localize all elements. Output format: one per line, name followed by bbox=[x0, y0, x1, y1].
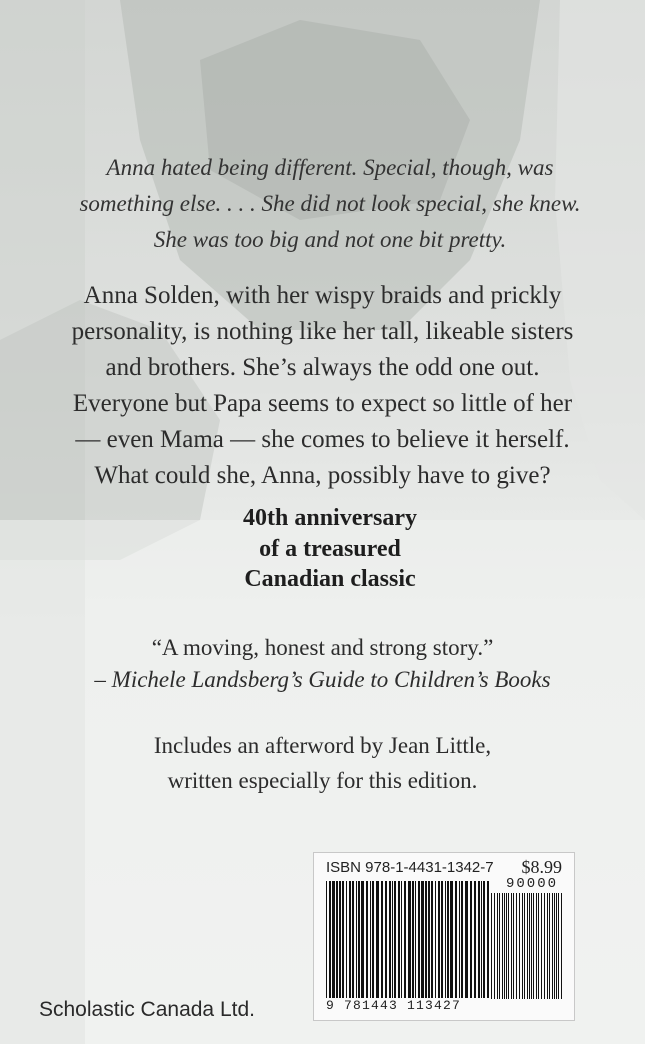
barcode-bar bbox=[356, 881, 357, 999]
barcode-bar bbox=[438, 881, 440, 999]
book-blurb bbox=[40, 278, 605, 494]
barcode-bar bbox=[506, 893, 507, 999]
barcode-bar bbox=[332, 881, 335, 999]
barcode-bar bbox=[435, 881, 436, 999]
barcode-bar bbox=[478, 881, 480, 999]
afterword-line: Includes an afterword by Jean Little, bbox=[153, 733, 492, 758]
review-blurb bbox=[40, 632, 605, 696]
barcode-bar bbox=[527, 893, 528, 999]
isbn-number: ISBN 978-1-4431-1342-7 bbox=[326, 859, 494, 876]
barcode-bar bbox=[502, 893, 503, 999]
price-code: 90000 bbox=[505, 876, 558, 892]
barcode-bar bbox=[524, 893, 525, 999]
barcode-bar bbox=[533, 893, 534, 999]
barcode-bar bbox=[529, 893, 530, 999]
barcode-bar bbox=[470, 881, 472, 999]
tagline-line: 40th anniversary bbox=[243, 505, 417, 531]
barcode-bar bbox=[342, 881, 344, 999]
blurb-line: Everyone but Papa seems to expect so little of her bbox=[72, 390, 573, 417]
publisher-name: Scholastic Canada Ltd. bbox=[39, 998, 255, 1021]
barcode-bar bbox=[499, 893, 500, 999]
barcode-bar bbox=[549, 893, 550, 999]
barcode-bar bbox=[421, 881, 424, 999]
excerpt-line: something else. . . . She did not look special, she knew. bbox=[79, 191, 581, 216]
barcode-bar bbox=[372, 881, 374, 999]
barcode-bar bbox=[381, 881, 383, 999]
tagline-line: of a treasured bbox=[259, 535, 401, 562]
barcode-bar bbox=[552, 893, 553, 999]
barcode-bar bbox=[418, 881, 420, 999]
afterword-note bbox=[40, 728, 605, 798]
barcode-bar bbox=[352, 881, 354, 999]
barcode-bar bbox=[541, 893, 542, 999]
anniversary-tagline bbox=[80, 503, 580, 595]
barcode-bar bbox=[428, 881, 430, 999]
barcode-bar bbox=[522, 893, 523, 999]
barcode-bar bbox=[346, 881, 347, 999]
barcode-bar bbox=[487, 881, 489, 999]
barcode-bar bbox=[404, 881, 406, 999]
barcode-bar bbox=[536, 893, 537, 999]
barcode-bar bbox=[459, 881, 460, 999]
barcode-bar bbox=[425, 881, 427, 999]
excerpt-quote bbox=[70, 150, 590, 258]
barcode-bar bbox=[481, 881, 482, 999]
barcode-bar bbox=[538, 893, 539, 999]
review-attribution: – Michele Landsberg’s Guide to Children’s Books bbox=[94, 667, 551, 692]
barcode-bar bbox=[519, 893, 520, 999]
barcode-bar bbox=[326, 881, 327, 999]
barcode-bar bbox=[389, 881, 391, 999]
barcode-bar bbox=[329, 881, 331, 999]
barcode-bar bbox=[392, 881, 393, 999]
barcode-bar bbox=[504, 893, 505, 999]
afterword-line: written especially for this edition. bbox=[167, 768, 478, 793]
barcode-bar bbox=[497, 893, 498, 999]
blurb-line: Anna Solden, with her wispy braids and prickly bbox=[83, 282, 562, 309]
barcode-bar bbox=[445, 881, 446, 999]
barcode-bar bbox=[358, 881, 360, 999]
barcode-bar bbox=[465, 881, 468, 999]
blurb-line: What could she, Anna, possibly have to give? bbox=[94, 462, 551, 489]
blurb-line: personality, is nothing like her tall, likeable sisters bbox=[71, 318, 574, 345]
barcode-bar bbox=[366, 881, 368, 999]
barcode-bar bbox=[494, 893, 495, 999]
barcode-bar bbox=[394, 881, 396, 999]
barcode-bar bbox=[431, 881, 433, 999]
barcode-bar bbox=[370, 881, 371, 999]
excerpt-line: She was too big and not one bit pretty. bbox=[153, 227, 507, 252]
barcode-bar bbox=[544, 893, 545, 999]
barcode-bar bbox=[336, 881, 338, 999]
ean-barcode bbox=[326, 881, 489, 999]
barcode-bar bbox=[508, 893, 509, 999]
blurb-line: — even Mama — she comes to believe it herself. bbox=[75, 426, 570, 453]
barcode-bar bbox=[441, 881, 443, 999]
barcode-bar bbox=[450, 881, 453, 999]
barcode-bar bbox=[461, 881, 463, 999]
barcode-bar bbox=[385, 881, 387, 999]
barcode-bar bbox=[415, 881, 416, 999]
barcode-bar bbox=[556, 893, 557, 999]
barcode-digits: 9 781443 113427 bbox=[326, 998, 491, 1013]
barcode-bar bbox=[554, 893, 555, 999]
barcode-bar bbox=[361, 881, 364, 999]
barcode-bar bbox=[516, 893, 517, 999]
blurb-line: and brothers. She’s always the odd one out. bbox=[105, 354, 540, 381]
barcode-bar bbox=[398, 881, 400, 999]
barcode-bar bbox=[349, 881, 351, 999]
barcode-bar bbox=[561, 893, 562, 999]
barcode-bar bbox=[339, 881, 341, 999]
barcode-bar bbox=[558, 893, 559, 999]
barcode-bar bbox=[408, 881, 411, 999]
barcode-bar bbox=[455, 881, 457, 999]
tagline-line: Canadian classic bbox=[244, 566, 416, 592]
barcode-bar bbox=[376, 881, 379, 999]
barcode-bar bbox=[447, 881, 449, 999]
barcode-bar bbox=[401, 881, 402, 999]
barcode-bar bbox=[483, 881, 485, 999]
barcode-bar bbox=[547, 893, 548, 999]
excerpt-line: Anna hated being different. Special, though, was bbox=[106, 155, 554, 180]
barcode-bar bbox=[511, 893, 512, 999]
price: $8.99 bbox=[521, 857, 562, 877]
barcode-bar bbox=[491, 893, 492, 999]
barcode-bar bbox=[412, 881, 414, 999]
barcode-bar bbox=[531, 893, 532, 999]
barcode-bar bbox=[513, 893, 514, 999]
addon-barcode bbox=[491, 893, 563, 999]
barcode-bar bbox=[474, 881, 476, 999]
review-quote: “A moving, honest and strong story.” bbox=[151, 635, 494, 660]
barcode-label bbox=[313, 852, 575, 1021]
